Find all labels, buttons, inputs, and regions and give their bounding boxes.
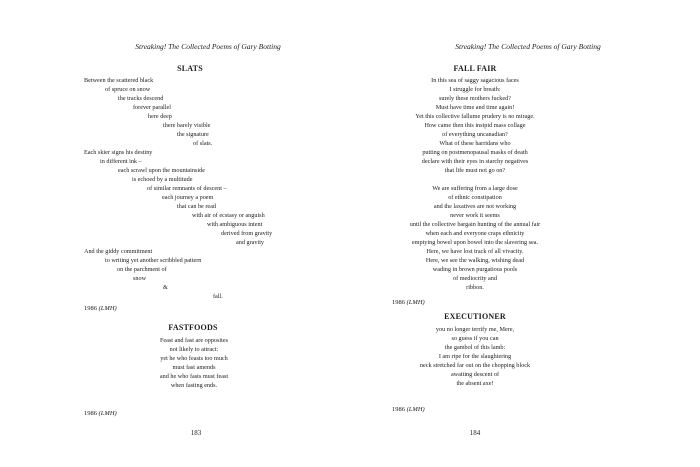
poem-line: neck stretched far out on the chopping block — [419, 362, 531, 369]
poem-line: forever parallel — [133, 104, 171, 111]
poem-line: when each and everyone craps ethnicity — [425, 230, 525, 237]
poem-date-fastfoods — [84, 410, 117, 417]
poem-line: In this sea of saggy sagacious faces — [431, 77, 519, 84]
date-initials: (LMH) — [98, 410, 117, 417]
poem-line: How came then this insipid mass collage — [424, 122, 526, 129]
poem-line: the tracks descend — [118, 95, 164, 102]
page-number-left: 183 — [190, 429, 202, 437]
poem-line: We are suffering from a large dose — [432, 185, 518, 192]
poem-line: the signature — [177, 131, 209, 138]
poem-line: I struggle for breath: — [449, 86, 501, 93]
poem-title-slats: SLATS — [177, 64, 203, 73]
date-initials: (LMH) — [406, 299, 425, 306]
date-initials: (LMH) — [98, 305, 117, 312]
poem-line: declare with their eyes in starchy negatives — [421, 158, 529, 165]
poem-title-fall-fair: FALL FAIR — [453, 64, 497, 73]
page-number-right: 184 — [469, 429, 481, 437]
poem-line: is echoed by a multitude — [132, 176, 193, 183]
date-year: 1986 — [84, 410, 97, 417]
poem-line: Between the scattered black — [84, 77, 154, 84]
poem-line: and the laxatives are not working — [433, 203, 517, 210]
poem-line: so guess if you can — [451, 335, 499, 342]
poem-line: and he who fasts must feast — [159, 373, 229, 380]
poem-line: Yet this collective fallume prudery is no mirage. — [415, 113, 535, 120]
poem-line: there barely visible — [163, 122, 211, 129]
poem-line: of mediocrity and — [453, 275, 497, 282]
poem-line: & — [163, 284, 168, 291]
poem-line: with air of ecstasy or anguish — [192, 212, 265, 219]
date-initials: (LMH) — [406, 406, 425, 413]
poem-line: What of these harridans who — [439, 140, 511, 147]
poem-line: And the giddy commitment — [84, 248, 153, 255]
poem-line: wading in brown purgatious pools — [432, 266, 518, 273]
poem-line: that can be read — [177, 203, 216, 210]
poem-line: yet he who feasts too much — [160, 355, 228, 362]
poem-line: of spruce on snow — [105, 86, 151, 93]
poem-line: never work it seems — [450, 212, 500, 219]
poem-line: snow — [133, 275, 147, 282]
date-year: 1986 — [392, 406, 405, 413]
running-head-left: Streaking! The Collected Poems of Gary Botting — [135, 42, 281, 51]
poem-line: of ethnic constipation — [448, 194, 502, 201]
poem-line: until the collective bargain hunting of the annual fair — [409, 221, 541, 228]
poem-line: with ambiguous intent — [207, 221, 263, 228]
poem-title-executioner: EXECUTIONER — [444, 312, 506, 321]
poem-line: Must have time and time again! — [435, 104, 515, 111]
poem-line: to writing yet another scribbled pattern — [105, 257, 202, 264]
poem-date-slats — [84, 305, 117, 312]
poem-line: awaiting descent of — [450, 371, 500, 378]
poem-line: Here, we see the walking, wishing dead — [425, 257, 525, 264]
poem-date-fall-fair — [392, 299, 425, 306]
poem-line: that life must not go on? — [444, 167, 506, 174]
poem-line: derived from gravity — [221, 230, 273, 237]
poem-line: emptying bowel upon bowel into the slavering sea. — [411, 239, 539, 246]
poem-line: fall. — [213, 293, 223, 300]
date-year: 1986 — [392, 299, 405, 306]
poem-line: you no longer terrify me, Mere, — [435, 326, 515, 333]
poem-line: in different ink – — [100, 158, 142, 165]
date-year: 1986 — [84, 305, 97, 312]
poem-line: the gambol of this lamb: — [444, 344, 506, 351]
poem-line: on the parchment of — [117, 266, 167, 273]
poem-line: and gravity — [236, 239, 265, 246]
poem-line: each scrawl upon the mountainside — [118, 167, 205, 174]
poem-line: of similar remnants of descent – — [147, 185, 227, 192]
right-page — [350, 0, 700, 467]
poem-line: Each skier signs his destiny — [84, 149, 153, 156]
poem-line: each journey a poem — [162, 194, 214, 201]
poem-line: ribbon. — [466, 284, 484, 291]
poem-line: not likely to attract: — [169, 346, 219, 353]
poem-line: putting on postmenopausal masks of death — [422, 149, 528, 156]
poem-line: of slats. — [193, 140, 213, 147]
poem-date-executioner — [392, 406, 425, 413]
poem-line: must fast amends — [172, 364, 216, 371]
poem-line: the absent axe! — [456, 380, 494, 387]
poem-line: I am ripe for the slaughtering — [438, 353, 512, 360]
poem-line: surely these mothers fucked? — [439, 95, 511, 102]
poem-title-fastfoods: FASTFOODS — [168, 323, 218, 332]
poem-line: of everything uncanadian? — [442, 131, 508, 138]
poem-line: Here, we have lost track of all vivacity. — [426, 248, 524, 255]
running-head-right: Streaking! The Collected Poems of Gary Botting — [455, 42, 601, 51]
poem-line: when fasting ends. — [170, 382, 218, 389]
poem-line: here deep — [148, 113, 172, 120]
poem-line: Feast and fast are opposites — [159, 337, 229, 344]
